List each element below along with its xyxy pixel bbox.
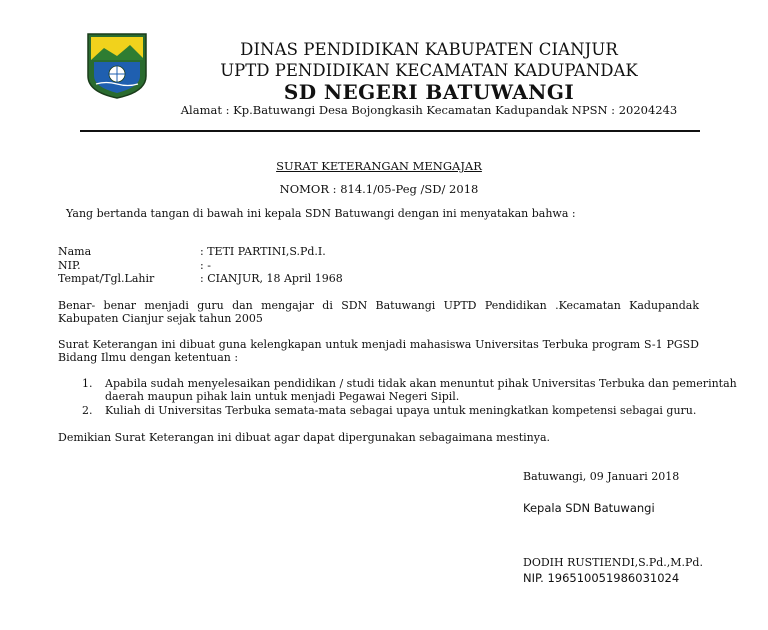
letterhead-school-name: SD NEGERI BATUWANGI (283, 80, 575, 104)
intro-text: Yang bertanda tangan di bawah ini kepala SDN Batuwangi dengan ini menyatakan bahwa : (66, 207, 576, 220)
condition-number: 2. (82, 404, 93, 417)
signature-name: DODIH RUSTIENDI,S.Pd.,M.Pd. (523, 556, 703, 569)
signature-place-date: Batuwangi, 09 Januari 2018 (523, 470, 680, 483)
signature-position: Kepala SDN Batuwangi (523, 501, 655, 515)
identity-value-name: : TETI PARTINI,S.Pd.I. (200, 245, 326, 258)
closing-text: Demikian Surat Keterangan ini dibuat agar dapat dipergunakan sebagaimana mestinya. (58, 431, 551, 444)
paragraph-purpose: Surat Keterangan ini dibuat guna kelengkapan untuk menjadi mahasiswa Universitas Terbuka program S-1 PGSD Bidang Ilmu dengan ketentuan : (58, 338, 699, 364)
signature-nip: NIP. 196510051986031024 (523, 571, 680, 585)
letterhead-address: Alamat : Kp.Batuwangi Desa Bojongkasih Kecamatan Kadupandak NPSN : 20204243 (180, 103, 678, 117)
identity-label-birth: Tempat/Tgl.Lahir (58, 272, 155, 285)
letterhead-agency: DINAS PENDIDIKAN KABUPATEN CIANJUR (240, 40, 618, 59)
condition-number: 1. (82, 377, 93, 390)
condition-text-line: Kuliah di Universitas Terbuka semata-mata sebagai upaya untuk meningkatkan kompetensi sebagai guru. (105, 404, 697, 417)
identity-label-name: Nama (58, 245, 92, 258)
identity-value-nip: : - (200, 259, 211, 272)
letterhead-divider (80, 130, 700, 132)
condition-text-line: Apabila sudah menyelesaikan pendidikan / studi tidak akan menuntut pihak Universitas Terbuka dan pemerintah (105, 377, 737, 390)
letter-number: NOMOR : 814.1/05-Peg /SD/ 2018 (279, 182, 479, 196)
identity-label-nip: NIP. (58, 259, 81, 272)
identity-value-birth: : CIANJUR, 18 April 1968 (200, 272, 343, 285)
paragraph-teaching-statement: Benar- benar menjadi guru dan mengajar di SDN Batuwangi UPTD Pendidikan .Kecamatan Kadupandak Kabupaten Cianjur sejak tahun 2005 (58, 299, 699, 325)
letter-title: SURAT KETERANGAN MENGAJAR (276, 159, 482, 173)
letterhead-uptd: UPTD PENDIDIKAN KECAMATAN KADUPANDAK (220, 61, 638, 80)
condition-text-line: daerah maupun pihak lain untuk menjadi Pegawai Negeri Sipil. (105, 390, 460, 403)
